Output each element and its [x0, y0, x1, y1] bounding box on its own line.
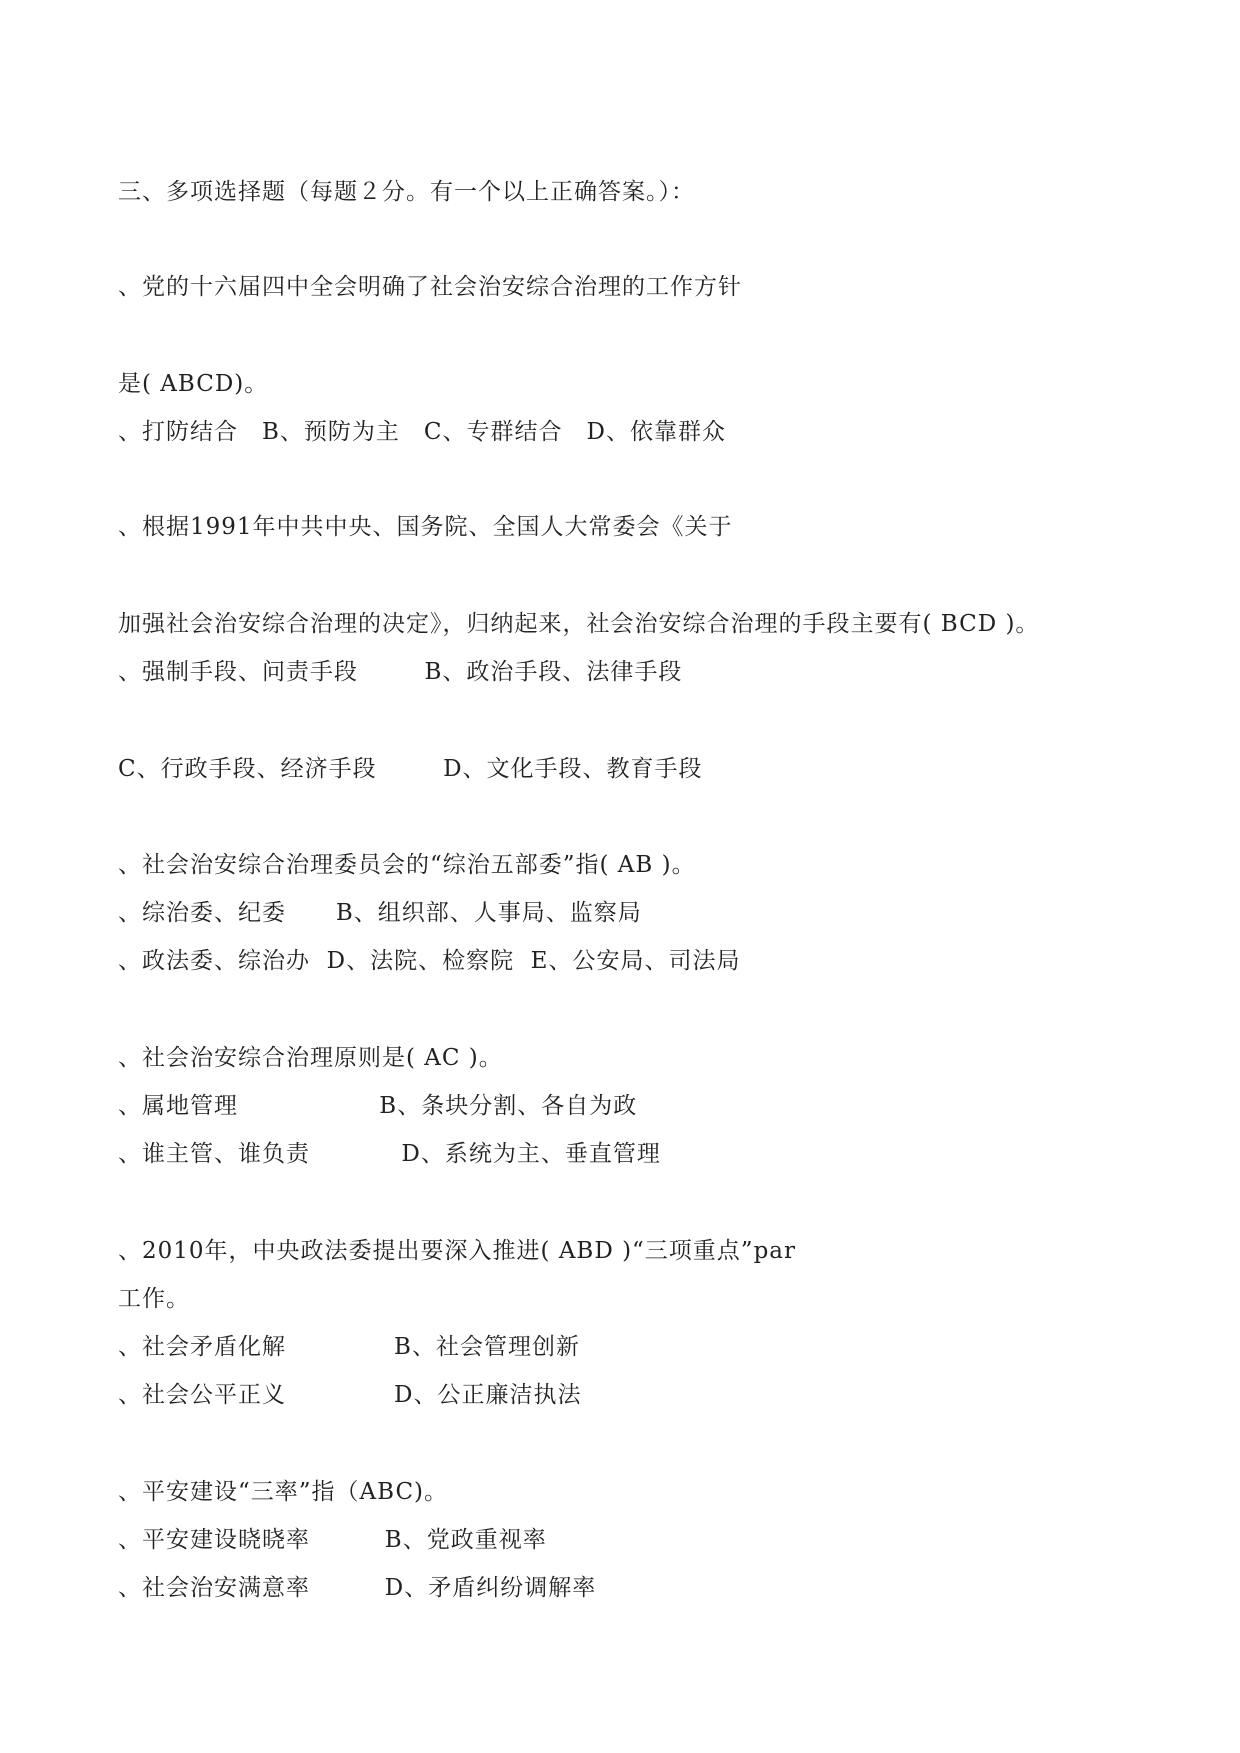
question-3-options-line-1: 、综治委、纪委 B、组织部、人事局、监察局 — [118, 900, 642, 926]
question-4-options-line-2: 、谁主管、谁负责 D、系统为主、垂直管理 — [118, 1141, 661, 1167]
question-2-stem-line-2: 加强社会治安综合治理的决定》，归纳起来，社会治安综合治理的手段主要有( BCD )。 — [118, 611, 1040, 637]
section-title: 三、多项选择题（每题２分。有一个以上正确答案。）： — [118, 179, 695, 205]
question-4-options-line-1: 、属地管理 B、条块分割、各自为政 — [118, 1093, 638, 1119]
question-6-options-line-2: 、社会治安满意率 D、矛盾纠纷调解率 — [118, 1575, 597, 1601]
question-6-stem: 、平安建设“三率”指（ABC)。 — [118, 1479, 449, 1505]
question-6-options-line-1: 、平安建设晓晓率 B、党政重视率 — [118, 1527, 547, 1553]
question-1-stem-line-2: 是( ABCD)。 — [118, 371, 269, 397]
question-5-options-line-2: 、社会公平正义 D、公正廉洁执法 — [118, 1382, 582, 1408]
question-2-stem-line-1: 、根据1991年中共中央、国务院、全国人大常委会《关于 — [118, 514, 733, 540]
question-5-stem-line-2: 工作。 — [118, 1286, 190, 1312]
question-2-options-line-1: 、强制手段、问责手段 B、政治手段、法律手段 — [118, 659, 683, 685]
question-3-options-line-2: 、政法委、综治办 D、法院、检察院 E、公安局、司法局 — [118, 948, 741, 974]
question-5-options-line-1: 、社会矛盾化解 B、社会管理创新 — [118, 1334, 580, 1360]
question-1-options: 、打防结合 B、预防为主 C、专群结合 D、依靠群众 — [118, 419, 726, 445]
question-5-stem-line-1: 、2010年，中央政法委提出要深入推进( ABD )“三项重点”par — [118, 1238, 797, 1264]
question-1-stem-line-1: 、党的十六届四中全会明确了社会治安综合治理的工作方针 — [118, 274, 742, 300]
question-3-stem: 、社会治安综合治理委员会的“综治五部委”指( AB )。 — [118, 852, 696, 878]
question-2-options-line-2: C、行政手段、经济手段 D、文化手段、教育手段 — [118, 756, 703, 782]
question-4-stem: 、社会治安综合治理原则是( AC )。 — [118, 1045, 503, 1071]
